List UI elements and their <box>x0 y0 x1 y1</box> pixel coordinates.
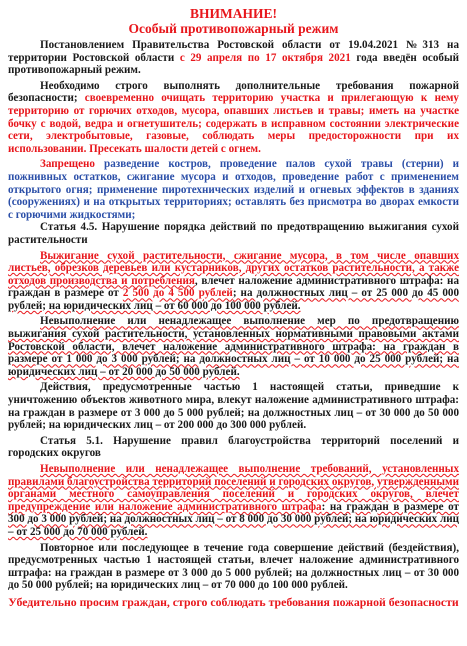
improvement-fines: : на граждан в размере от 300 до 3 000 рублей; на должностных лиц – от 8 000 до 30 000 рублей; на юридических лиц – от 25 000 до 70 000 рублей. <box>8 500 459 538</box>
article-5-1-heading: Статья 5.1. Нарушение правил благоустройства территорий поселений и городских округов <box>8 434 459 460</box>
burning-fine-intro: , влечет наложение административного штрафа: на граждан в размере от <box>8 274 459 300</box>
paragraph-wildlife-fines: Действия, предусмотренные частью 1 настоящей статьи, приведшие к уничтожению объектов животного мира, влекут наложение административного штрафа: на граждан в размере от 3 000 до 5 000 рублей; на должностных лиц – от 30 000 до 50 000 рублей; на юридических лиц – от 200 000 до 300 000 рублей. <box>8 381 459 432</box>
paragraph-prohibited <box>8 158 459 221</box>
paragraph-prevention-fines: Невыполнение или ненадлежащее выполнение мер по предотвращению выжигания сухой растительности, установленных нормативными правовыми актами Ростовской области, влечет наложение административного штрафа: на граждан в размере от 1 000 до 3 000 рублей; на должностных лиц – от 10 000 до 25 000 рублей; на юридических лиц – от 20 000 до 50 000 рублей. <box>8 315 459 378</box>
decree-period: с 29 апреля по 17 октября 2021 <box>179 51 351 64</box>
heading-fire-regime: Особый противопожарный режим <box>128 21 339 36</box>
paragraph-decree <box>8 39 459 77</box>
decree-text: Постановлением Правительства Ростовской области от 19.04.2021 №313 на территории Ростовской области <box>8 39 459 64</box>
paragraph-repeat-fines: Повторное или последующее в течение года совершение действий (бездействия), предусмотренных частью 1 настоящей статьи, влечет наложение административного штрафа: на граждан в размере от 3 000 до 5 000 рублей; на должностных лиц – от 30 000 до 50 000 рублей; на юридических лиц – от 70 000 до 100 000 рублей. <box>8 541 459 592</box>
requirements-list: своевременно очищать территорию участка и прилегающую к нему территорию от горючих отходов, мусора, опавших листьев и травы; иметь на участке бочку с водой, ведра и огнетушитель; содержать в исправном состоянии электрические сети, электробытовые, газовые, соблюдать меры предосторожности при их использовании. Пресекать шалости детей с огнем. <box>8 92 459 155</box>
paragraph-burning-fines <box>8 250 459 313</box>
heading-warning: ВНИМАНИЕ! <box>190 6 277 21</box>
burning-description: Выжигание сухой растительности, сжигание мусора, в том числе опавших листьев, обрезков деревьев или кустарников, других остатков растительности, а также отходов производства и потребления <box>8 249 459 287</box>
decree-text-end: года введён особый противопожарный режим. <box>8 51 459 77</box>
burning-citizen-fine: 2 500 до 4 500 рублей <box>122 287 233 300</box>
paragraph-improvement-fines <box>8 463 459 539</box>
improvement-description: Невыполнение или ненадлежащее выполнение требований, установленных правилами благоустройства территорий поселений и городских округов, утвержденными органами местного самоуправления поселений и городских округов, влечет предупреждение или наложение административного штрафа <box>8 463 459 513</box>
final-appeal: Убедительно просим граждан, строго соблюдать требования пожарной безопасности <box>8 594 459 609</box>
burning-other-fines: ; на должностных лиц – от 25 000 до 45 000 рублей; на юридических лиц – от 60 000 до 100 000 рублей. <box>8 287 459 312</box>
paragraph-requirements <box>8 80 459 156</box>
requirements-intro: Необходимо строго выполнять дополнительные требования пожарной безопасности; <box>8 79 459 105</box>
prohibited-list: разведение костров, проведение палов сухой травы (стерни) и пожнивных остатков, сжигание мусора и отходов, проведение работ с применением открытого огня; применение пиротехнических изделий и огневых эффектов в зданиях (сооружениях) и на открытых территориях; оставлять без присмотра во дворах емкости с горючими жидкостями; <box>8 158 459 221</box>
article-4-5-heading: Статья 4.5. Нарушение порядка действий по предотвращению выжигания сухой растительности <box>8 221 459 246</box>
prohibited-label: Запрещено <box>40 158 95 171</box>
